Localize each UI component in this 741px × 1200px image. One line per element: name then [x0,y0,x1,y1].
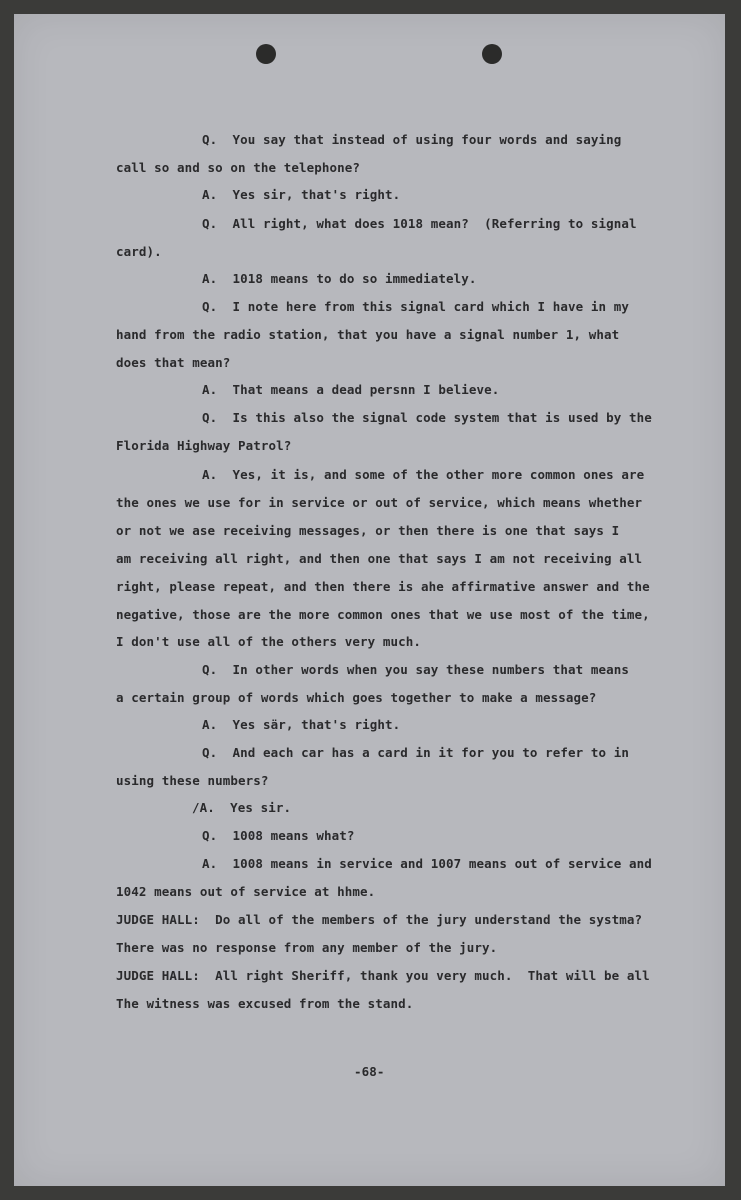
transcript-line: A. Yes sir, that's right. [202,187,401,202]
transcript-line: A. 1018 means to do so immediately. [202,271,477,286]
transcript-line: Q. 1008 means what? [202,828,355,843]
transcript-line: A. That means a dead persnn I believe. [202,382,500,397]
transcript-line: using these numbers? [116,773,269,788]
transcript-line: am receiving all right, and then one that says I am not receiving all [116,551,643,566]
transcript-line: does that mean? [116,355,231,370]
transcript-line: I don't use all of the others very much. [116,634,422,649]
transcript-line: JUDGE HALL: Do all of the members of the jury understand the systma? [116,912,643,927]
transcript-line: Florida Highway Patrol? [116,438,292,453]
transcript-line: /A. Yes sir. [192,800,292,815]
transcript-line: card). [116,244,162,259]
transcript-line: Q. I note here from this signal card which I have in my [202,299,630,314]
document-page [14,14,725,1186]
transcript-line: hand from the radio station, that you have a signal number 1, what [116,327,620,342]
transcript-line: Q. Is this also the signal code system that is used by the [202,410,652,425]
transcript-line: call so and so on the telephone? [116,160,361,175]
transcript-line: A. 1008 means in service and 1007 means out of service and [202,856,652,871]
transcript-body [14,14,725,1186]
transcript-line: Q. In other words when you say these numbers that means [202,662,630,677]
transcript-line: JUDGE HALL: All right Sheriff, thank you very much. That will be all [116,968,650,983]
transcript-line: A. Yes, it is, and some of the other more common ones are [202,467,645,482]
page-number: -68- [354,1064,385,1079]
transcript-line: negative, those are the more common ones that we use most of the time, [116,607,650,622]
transcript-line: a certain group of words which goes together to make a message? [116,690,597,705]
transcript-line: right, please repeat, and then there is ahe affirmative answer and the [116,579,650,594]
transcript-line: A. Yes sär, that's right. [202,717,401,732]
transcript-line: The witness was excused from the stand. [116,996,414,1011]
transcript-line: Q. You say that instead of using four words and saying [202,132,622,147]
transcript-line: the ones we use for in service or out of service, which means whether [116,495,643,510]
transcript-line: Q. All right, what does 1018 mean? (Referring to signal [202,216,637,231]
transcript-line: or not we ase receiving messages, or then there is one that says I [116,523,620,538]
transcript-line: Q. And each car has a card in it for you to refer to in [202,745,630,760]
transcript-line: 1042 means out of service at hhme. [116,884,376,899]
transcript-line: There was no response from any member of the jury. [116,940,498,955]
